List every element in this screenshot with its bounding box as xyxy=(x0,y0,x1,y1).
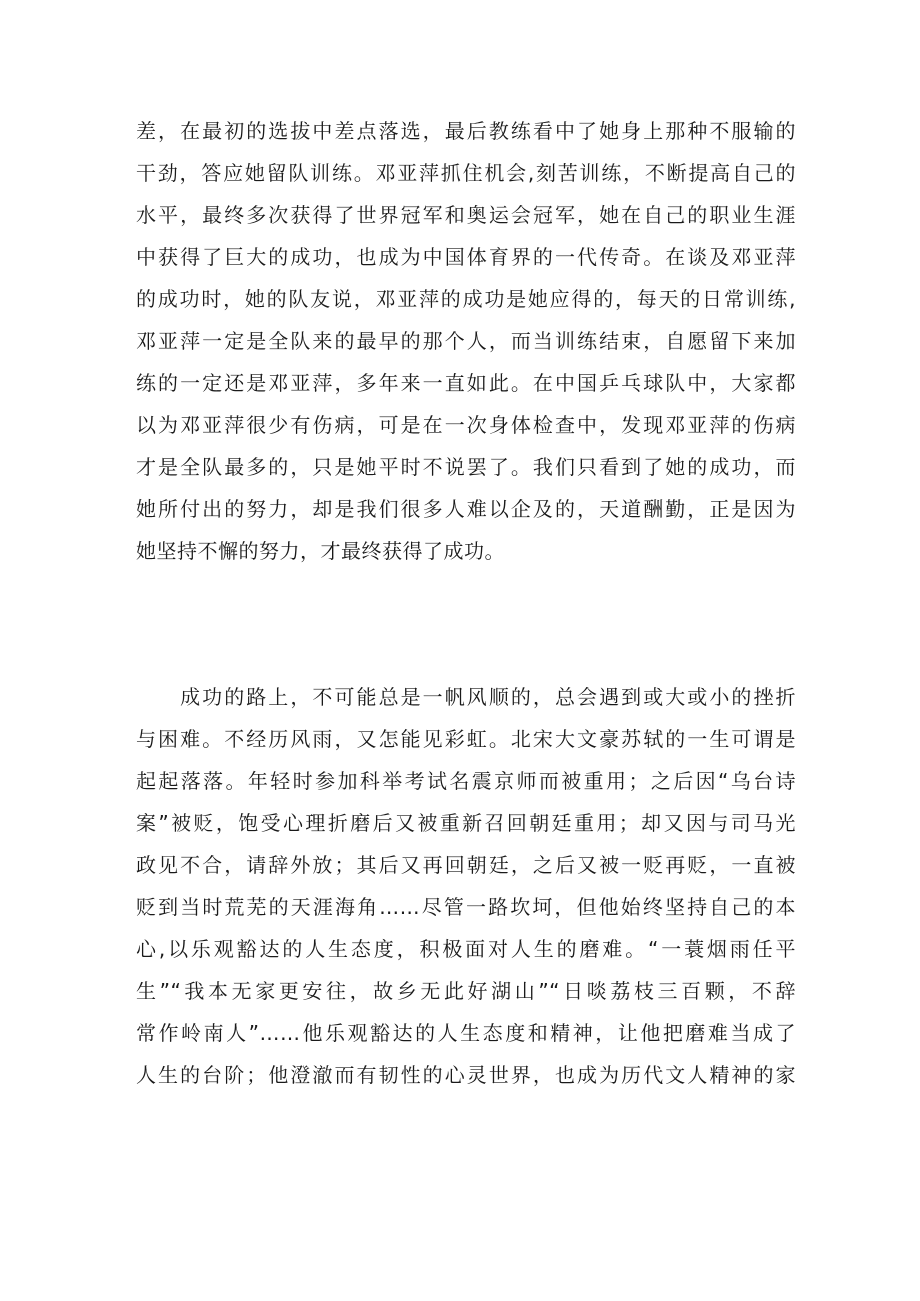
paragraph-su-shi xyxy=(136,676,796,1096)
text-line: 案”被贬，饱受心理折磨后又被重新召回朝廷重用；却又因与司马光 xyxy=(136,811,796,835)
text-line: 与困难。不经历风雨，又怎能见彩虹。北宋大文豪苏轼的一生可谓是 xyxy=(136,727,796,751)
text-line: 她坚持不懈的努力，才最终获得了成功。 xyxy=(136,539,505,563)
text-line: 贬到当时荒芜的天涯海角……尽管一路坎坷，但他始终坚持自己的本 xyxy=(136,895,796,919)
text-line: 成功的路上，不可能总是一帆风顺的，总会遇到或大或小的挫折 xyxy=(136,685,796,709)
text-line: 差，在最初的选拔中差点落选，最后教练看中了她身上那种不服输的 xyxy=(136,119,796,143)
text-line: 水平，最终多次获得了世界冠军和奥运会冠军，她在自己的职业生涯 xyxy=(136,203,796,227)
text-line: 的成功时，她的队友说，邓亚萍的成功是她应得的，每天的日常训练, xyxy=(136,287,796,311)
text-line: 常作岭南人”……他乐观豁达的人生态度和精神，让他把磨难当成了 xyxy=(136,1021,796,1045)
text-line: 起起落落。年轻时参加科举考试名震京师而被重用；之后因“乌台诗 xyxy=(136,769,796,793)
text-line: 政见不合，请辞外放；其后又再回朝廷，之后又被一贬再贬，一直被 xyxy=(136,853,796,877)
text-line: 心,以乐观豁达的人生态度，积极面对人生的磨难。“一蓑烟雨任平 xyxy=(136,937,796,961)
text-line: 生”“我本无家更安往，故乡无此好湖山”“日啖荔枝三百颗，不辞 xyxy=(136,979,796,1003)
text-line: 她所付出的努力，却是我们很多人难以企及的，天道酬勤，正是因为 xyxy=(136,497,796,521)
text-line: 中获得了巨大的成功，也成为中国体育界的一代传奇。在谈及邓亚萍 xyxy=(136,245,796,269)
text-line: 干劲，答应她留队训练。邓亚萍抓住机会,刻苦训练，不断提高自己的 xyxy=(136,161,796,185)
text-line: 练的一定还是邓亚萍，多年来一直如此。在中国乒乓球队中，大家都 xyxy=(136,371,796,395)
text-line: 邓亚萍一定是全队来的最早的那个人，而当训练结束，自愿留下来加 xyxy=(136,329,796,353)
paragraph-deng-yaping xyxy=(136,110,796,572)
text-line: 人生的台阶；他澄澈而有韧性的心灵世界，也成为历代文人精神的家 xyxy=(136,1063,796,1087)
text-line: 以为邓亚萍很少有伤病，可是在一次身体检查中，发现邓亚萍的伤病 xyxy=(136,413,796,437)
text-line: 才是全队最多的，只是她平时不说罢了。我们只看到了她的成功，而 xyxy=(136,455,796,479)
